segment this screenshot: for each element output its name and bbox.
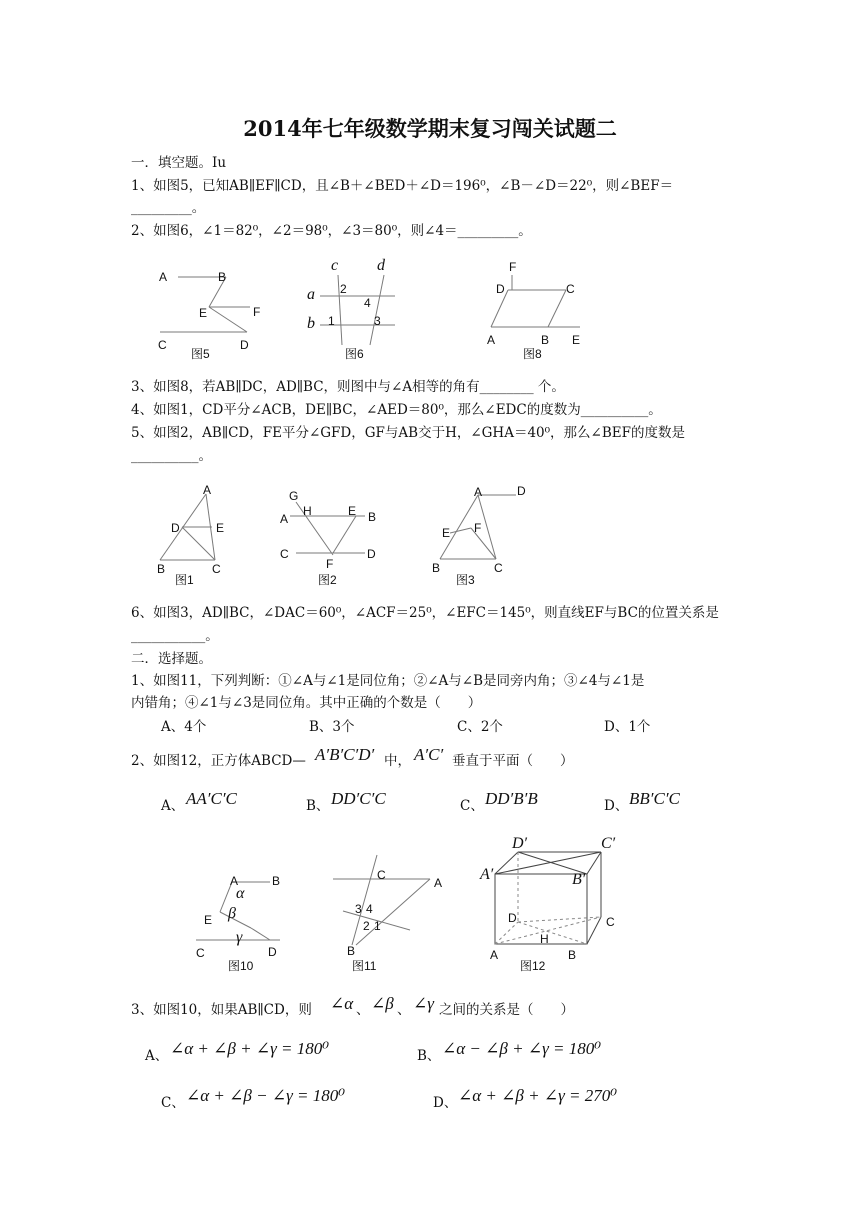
question-2-2-cube-name: A′B′C′D′ bbox=[315, 745, 375, 764]
fig3-label-e: E bbox=[442, 526, 451, 540]
fig11-label-a: A bbox=[434, 876, 443, 890]
fig10-label-beta: β bbox=[228, 905, 236, 922]
question-1-1-line1: 1、如图5，已知AB∥EF∥CD，且∠B＋∠BED＋∠D＝196⁰，∠B－∠D＝22⁰，则∠BEF＝ bbox=[131, 178, 674, 194]
fig12-label-b: B bbox=[568, 948, 577, 962]
question-1-5-line2: __________。 bbox=[131, 448, 212, 464]
question-1-2: 2、如图6，∠1＝82⁰，∠2＝98⁰，∠3＝80⁰，则∠4＝_________。 bbox=[131, 223, 532, 239]
question-2-3-option-a-label: A、 bbox=[145, 1048, 169, 1064]
fig12-label-d: D bbox=[508, 911, 517, 925]
fig12-caption: 图12 bbox=[520, 959, 546, 973]
fig6-label-1: 1 bbox=[328, 314, 335, 328]
fig5-label-a: A bbox=[159, 270, 168, 284]
fig2-label-d: D bbox=[367, 547, 376, 561]
question-2-2-line-name: A′C′ bbox=[414, 745, 444, 764]
fig1-label-c: C bbox=[212, 562, 221, 576]
question-2-2-option-c-label: C、 bbox=[460, 798, 484, 814]
fig8-label-d: D bbox=[496, 282, 505, 296]
question-2-1-line1: 1、如图11，下列判断：①∠A与∠1是同位角；②∠A与∠B是同旁内角；③∠4与∠1是 bbox=[131, 673, 645, 689]
question-2-3-option-c: ∠α + ∠β − ∠γ = 180⁰ bbox=[186, 1086, 346, 1105]
fig12-label-h: H bbox=[540, 932, 549, 946]
figure-5 bbox=[158, 270, 260, 361]
fig10-label-gamma: γ bbox=[236, 929, 243, 946]
question-2-2-suffix: 垂直于平面（ ） bbox=[452, 753, 574, 769]
question-2-3-option-d-label: D、 bbox=[433, 1095, 458, 1111]
fig11-label-b: B bbox=[347, 944, 356, 958]
question-2-3-sep1: 、 bbox=[356, 1002, 370, 1018]
fig11-label-4: 4 bbox=[366, 902, 373, 916]
page-title: 2014年七年级数学期末复习闯关试题二 bbox=[243, 116, 617, 141]
question-1-5-line1: 5、如图2，AB∥CD，FE平分∠GFD，GF与AB交于H，∠GHA＝40⁰，那么∠BEF的度数是 bbox=[131, 425, 686, 441]
fig11-label-2: 2 bbox=[363, 919, 370, 933]
fig3-label-c: C bbox=[494, 561, 503, 575]
fig10-label-e: E bbox=[204, 913, 213, 927]
fig12-label-a: A bbox=[490, 948, 499, 962]
fig10-label-c: C bbox=[196, 946, 205, 960]
fig8-label-c: C bbox=[566, 282, 575, 296]
question-2-2-option-a-label: A、 bbox=[161, 798, 185, 814]
fig10-label-a: A bbox=[230, 874, 239, 888]
fig5-label-e: E bbox=[199, 306, 208, 320]
fig6-label-2: 2 bbox=[340, 282, 347, 296]
fig1-label-e: E bbox=[216, 521, 225, 535]
fig11-caption: 图11 bbox=[352, 959, 377, 973]
question-2-2-option-b-label: B、 bbox=[306, 798, 330, 814]
question-2-2-option-a: AA′C′C bbox=[186, 789, 237, 808]
fig3-caption: 图3 bbox=[456, 573, 475, 587]
section-heading-choice: 二．选择题。 bbox=[131, 651, 212, 667]
fig2-label-a: A bbox=[280, 512, 289, 526]
question-2-2-mid: 中， bbox=[384, 753, 411, 769]
question-2-2-prefix: 2、如图12，正方体ABCD— bbox=[131, 753, 306, 769]
question-1-1-line2: _________。 bbox=[131, 200, 206, 216]
question-2-3-alpha: ∠α bbox=[330, 994, 354, 1013]
question-2-3-gamma: ∠γ bbox=[413, 994, 434, 1013]
fig1-caption: 图1 bbox=[175, 573, 194, 587]
figure-2 bbox=[280, 489, 376, 587]
figure-11 bbox=[333, 855, 442, 973]
fig2-label-c: C bbox=[280, 547, 289, 561]
fig12-label-a-prime: A′ bbox=[480, 866, 494, 883]
fig5-label-d: D bbox=[240, 338, 249, 352]
figure-1 bbox=[157, 483, 224, 587]
fig5-label-b: B bbox=[218, 270, 227, 284]
question-2-3-prefix: 3、如图10，如果AB∥CD，则 bbox=[131, 1002, 312, 1018]
question-2-2-option-d-label: D、 bbox=[604, 798, 629, 814]
figure-3 bbox=[432, 484, 526, 587]
fig1-label-b: B bbox=[157, 562, 166, 576]
fig11-label-3: 3 bbox=[355, 902, 362, 916]
fig6-label-3: 3 bbox=[374, 314, 381, 328]
fig8-label-f: F bbox=[509, 260, 517, 274]
figure-6 bbox=[307, 257, 395, 361]
question-2-1-option-c: C、2个 bbox=[457, 719, 503, 735]
fig6-label-d: d bbox=[377, 257, 385, 274]
fig12-label-d-prime: D′ bbox=[512, 835, 528, 852]
fig12-label-c-prime: C′ bbox=[601, 835, 616, 852]
question-2-2-option-c: DD′B′B bbox=[485, 789, 538, 808]
fig1-label-d: D bbox=[171, 521, 180, 535]
fig10-label-d: D bbox=[268, 945, 277, 959]
question-2-3-option-b: ∠α − ∠β + ∠γ = 180⁰ bbox=[442, 1039, 602, 1058]
fig3-label-b: B bbox=[432, 561, 441, 575]
question-2-1-option-d: D、1个 bbox=[604, 719, 651, 735]
fig6-label-c: c bbox=[331, 257, 339, 274]
question-2-3-option-b-label: B、 bbox=[417, 1048, 441, 1064]
question-2-3-option-d: ∠α + ∠β + ∠γ = 270⁰ bbox=[458, 1086, 618, 1105]
fig1-label-a: A bbox=[203, 483, 212, 497]
fig6-label-b: b bbox=[307, 315, 315, 332]
question-2-3-sep2: 、 bbox=[397, 1002, 411, 1018]
question-1-4: 4、如图1，CD平分∠ACB，DE∥BC，∠AED＝80⁰，那么∠EDC的度数为__________。 bbox=[131, 402, 662, 418]
question-2-1-line2: 内错角；④∠1与∠3是同位角。其中正确的个数是（ ） bbox=[131, 695, 482, 711]
fig8-caption: 图8 bbox=[523, 347, 542, 361]
question-2-3-beta: ∠β bbox=[371, 994, 394, 1013]
question-2-2-option-b: DD′C′C bbox=[331, 789, 386, 808]
fig2-caption: 图2 bbox=[318, 573, 337, 587]
fig2-label-g: G bbox=[289, 489, 299, 503]
fig6-caption: 图6 bbox=[345, 347, 364, 361]
fig10-label-alpha: α bbox=[236, 885, 245, 902]
figure-12 bbox=[479, 835, 616, 973]
question-2-3-suffix: 之间的关系是（ ） bbox=[439, 1002, 574, 1018]
fig11-label-c: C bbox=[377, 868, 386, 882]
question-2-1-option-b: B、3个 bbox=[309, 719, 355, 735]
fig12-label-c: C bbox=[606, 915, 615, 929]
fig2-label-e: E bbox=[348, 504, 357, 518]
fig6-label-4: 4 bbox=[364, 296, 371, 310]
question-1-6-line1: 6、如图3，AD∥BC，∠DAC＝60⁰，∠ACF＝25⁰，∠EFC＝145⁰，则直线EF与BC的位置关系是 bbox=[131, 605, 719, 621]
fig5-caption: 图5 bbox=[191, 347, 210, 361]
fig12-label-b-prime: B′ bbox=[572, 871, 586, 888]
question-1-3: 3、如图8，若AB∥DC，AD∥BC，则图中与∠A相等的角有________ 个。 bbox=[131, 379, 565, 395]
fig3-label-d: D bbox=[517, 484, 526, 498]
question-2-1-option-a: A、4个 bbox=[161, 719, 207, 735]
fig6-label-a: a bbox=[307, 286, 315, 303]
fig3-label-a: A bbox=[474, 485, 483, 499]
figure-10 bbox=[196, 874, 280, 973]
fig2-label-f: F bbox=[326, 557, 334, 571]
fig2-label-h: H bbox=[303, 504, 312, 518]
fig8-label-b: B bbox=[541, 333, 550, 347]
question-1-6-line2: ___________。 bbox=[131, 628, 219, 644]
question-2-3-option-c-label: C、 bbox=[161, 1095, 185, 1111]
fig5-label-c: C bbox=[158, 338, 167, 352]
fig10-label-b: B bbox=[272, 874, 281, 888]
section-heading-fill-in: 一．填空题。Iu bbox=[131, 155, 227, 171]
fig3-label-f: F bbox=[474, 521, 482, 535]
fig8-label-a: A bbox=[487, 333, 496, 347]
fig8-label-e: E bbox=[572, 333, 581, 347]
question-2-3-option-a: ∠α + ∠β + ∠γ = 180⁰ bbox=[170, 1039, 330, 1058]
question-2-2-option-d: BB′C′C bbox=[629, 789, 680, 808]
fig5-label-f: F bbox=[253, 305, 261, 319]
fig10-caption: 图10 bbox=[228, 959, 254, 973]
figure-8 bbox=[487, 260, 580, 361]
fig11-label-1: 1 bbox=[374, 919, 381, 933]
fig2-label-b: B bbox=[368, 510, 377, 524]
